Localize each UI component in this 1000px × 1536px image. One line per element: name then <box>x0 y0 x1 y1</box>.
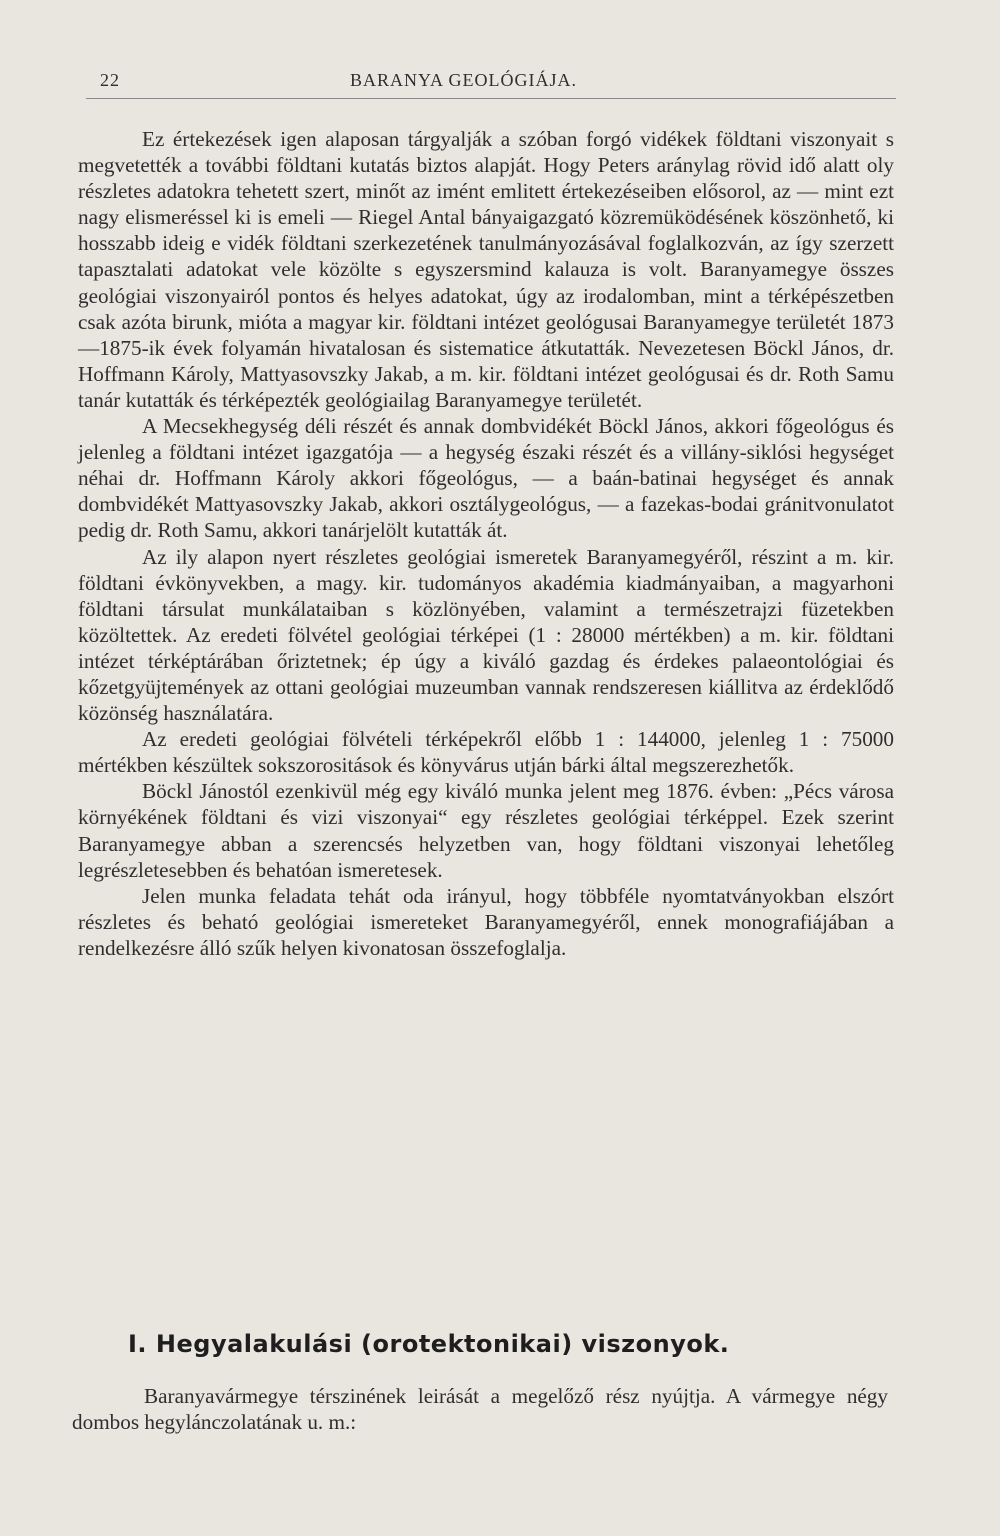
section-heading: I. Hegyalakulási (orotektonikai) viszonyok. <box>128 1330 730 1358</box>
paragraph: Baranyavármegye térszinének leirását a megelőző rész nyújtja. A vármegye négy dombos hegylánczolatának u. m.: <box>72 1384 888 1435</box>
paragraph: Ez értekezések igen alaposan tárgyalják a szóban forgó vidékek földtani viszonyait s megvetették a további földtani kutatás biztos alapját. Hogy Peters aránylag rövid idő alatt oly részletes adatokra tehetett szert, minőt az imént emlitett értekezéseiben elősorol, az — mint ezt nagy elismeréssel ki is emeli — Riegel Antal bányaigazgató közremüködésének köszönhető, ki hosszabb ideig e vidék földtani szerkezetének tanulmányozásával foglalkozván, az így szerzett tapasztalati adatokat vele közölte s egyszersmind kalauza is volt. Baranyamegye összes geológiai viszonyairól pontos és helyes adatokat, úgy az irodalomban, mint a térképészetben csak azóta birunk, mióta a magyar kir. földtani intézet geológusai Baranyamegye területét 1873—1875-ik évek folyamán hivatalosan és sistematice átkutatták. Nevezetesen Böckl János, dr. Hoffmann Károly, Mattyasovszky Jakab, a m. kir. földtani intézet geológusai és dr. Roth Samu tanár kutatták és térképezték geológiailag Baranyamegye területét. <box>78 127 894 412</box>
paragraph: Böckl Jánostól ezenkivül még egy kiváló munka jelent meg 1876. évben: „Pécs városa környékének földtani és vizi viszonyai“ egy részletes geológiai térképpel. Ezek szerint Baranyamegye abban a szerencsés helyzetben van, hogy földtani viszonyai lehetőleg legrészletesebben és behatóan ismeretesek. <box>78 779 894 882</box>
body-text <box>78 126 894 961</box>
paragraph: Az ily alapon nyert részletes geológiai ismeretek Baranyamegyéről, részint a m. kir. földtani évkönyvekben, a magy. kir. tudományos akadémia kiadmányaiban, a magyarhoni földtani társulat munkálataiban s közlönyében, valamint a természetrajzi füzetekben közöltettek. Az eredeti fölvétel geológiai térképei (1 : 28000 mértékben) a m. kir. földtani intézet térképtárában őriztetnek; ép úgy a kiváló gazdag és érdekes palaeontológiai és kőzetgyüjtemények az ottani geológiai muzeumban vannak rendszeresen kiállitva az érdeklődő közönség használatára. <box>78 544 894 726</box>
running-head <box>100 70 900 94</box>
paragraph: Jelen munka feladata tehát oda irányul, hogy többféle nyomtatványokban elszórt részletes és beható geológiai ismereteket Baranyamegyéről, ennek monografiájában a rendelkezésre álló szűk helyen kivonatosan összefoglalja. <box>78 883 894 960</box>
header-rule <box>86 98 896 99</box>
page-number: 22 <box>100 70 120 90</box>
section-text <box>72 1383 888 1435</box>
running-title: BARANYA GEOLÓGIÁJA. <box>350 70 578 90</box>
paragraph: Az eredeti geológiai fölvételi térképekről előbb 1 : 144000, jelenleg 1 : 75000 mértékben készültek sokszorositások és könyvárus utján bárki által megszerezhetők. <box>78 727 894 778</box>
paragraph: A Mecsekhegység déli részét és annak dombvidékét Böckl János, akkori főgeológus és jelenleg a földtani intézet igazgatója — a hegység északi részét és a villány-siklósi hegységet néhai dr. Hoffmann Károly akkori főgeológus, — a baán-batinai hegységet és annak dombvidékét Mattyasovszky Jakab, akkori osztálygeológus, — a fazekas-bodai gránitvonulatot pedig dr. Roth Samu, akkori tanárjelölt kutatták át. <box>78 414 894 543</box>
